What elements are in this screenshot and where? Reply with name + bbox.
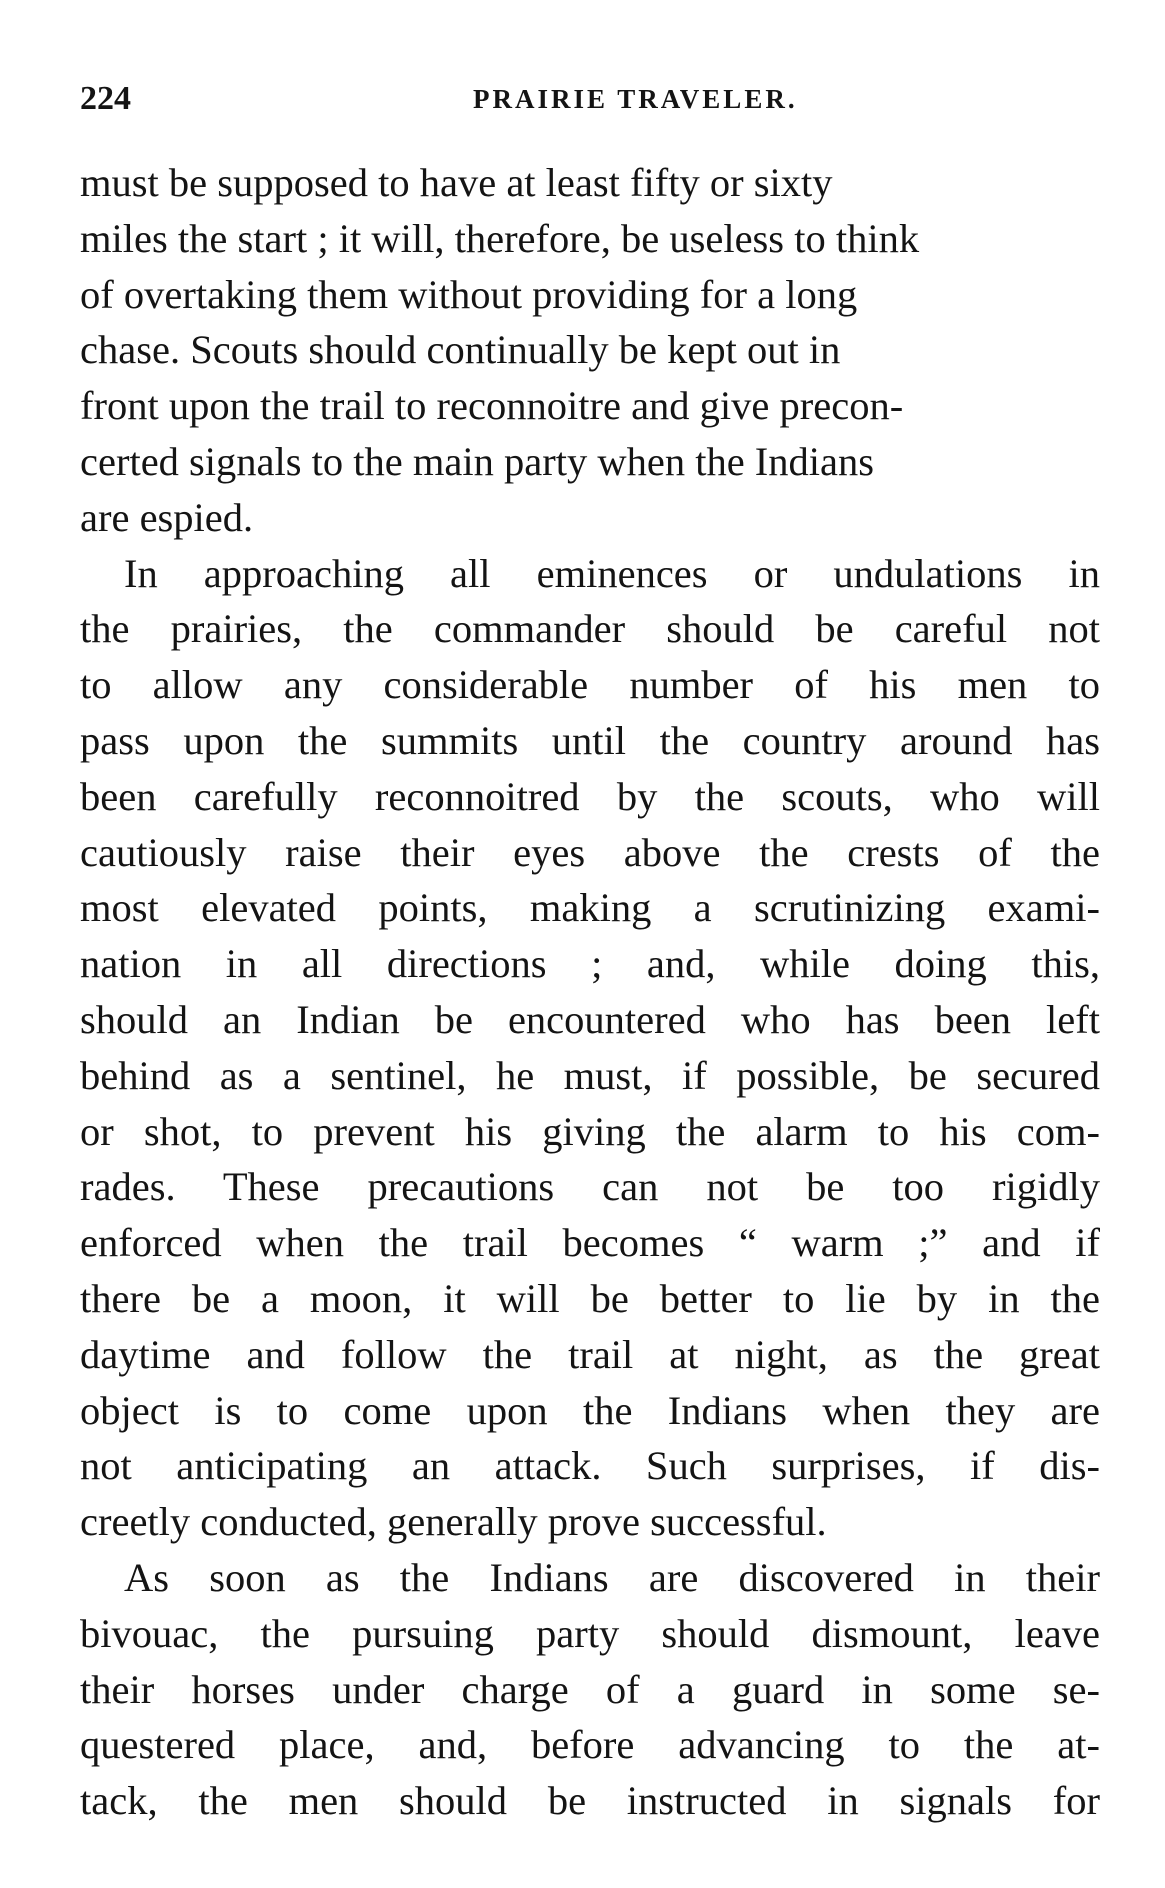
text-line: As soon as the Indians are discovered in their — [124, 1554, 1100, 1600]
paragraph-2 — [80, 546, 1100, 1550]
text-line: their horses under charge of a guard in some se- — [80, 1666, 1100, 1712]
text-line: must be supposed to have at least fifty or sixty — [80, 160, 833, 205]
text-line: In approaching all eminences or undulations in — [124, 550, 1100, 596]
text-line: are espied. — [80, 494, 254, 540]
paragraph-1 — [80, 155, 1100, 546]
text-line: creetly conducted, generally prove successful. — [80, 1499, 827, 1545]
text-line: bivouac, the pursuing party should dismount, leave — [80, 1610, 1100, 1656]
text-line: behind as a sentinel, he must, if possible, be secured — [80, 1052, 1100, 1098]
text-line: questered place, and, before advancing to the at- — [80, 1722, 1100, 1768]
text-line: should an Indian be encountered who has been left — [80, 996, 1100, 1042]
page-header — [80, 74, 1100, 124]
text-line: cautiously raise their eyes above the crests of the — [80, 829, 1100, 875]
body-text — [80, 155, 1100, 1829]
text-line: nation in all directions ; and, while doing this, — [80, 941, 1100, 987]
text-line: chase. Scouts should continually be kept out in — [80, 327, 841, 373]
text-line: front upon the trail to reconnoitre and give precon- — [80, 383, 904, 429]
text-line: the prairies, the commander should be careful not — [80, 606, 1100, 652]
page-number: 224 — [80, 80, 131, 117]
text-line: object is to come upon the Indians when they are — [80, 1387, 1100, 1433]
text-line: enforced when the trail becomes “ warm ;” and if — [80, 1220, 1100, 1266]
text-line: not anticipating an attack. Such surprises, if dis- — [80, 1443, 1100, 1489]
text-line: there be a moon, it will be better to lie by in the — [80, 1275, 1100, 1321]
text-line: most elevated points, making a scrutinizing exami- — [80, 885, 1100, 931]
running-title: PRAIRIE TRAVELER. — [473, 84, 798, 114]
text-line: miles the start ; it will, therefore, be useless to think — [80, 215, 920, 261]
text-line: been carefully reconnoitred by the scouts, who will — [80, 773, 1100, 819]
text-line: certed signals to the main party when the Indians — [80, 438, 875, 484]
text-line: tack, the men should be instructed in signals for — [80, 1778, 1100, 1824]
paragraph-3 — [80, 1550, 1100, 1829]
text-line: or shot, to prevent his giving the alarm to his com- — [80, 1108, 1100, 1154]
text-line: to allow any considerable number of his men to — [80, 662, 1100, 708]
text-line: daytime and follow the trail at night, as the great — [80, 1331, 1100, 1377]
text-line: pass upon the summits until the country around has — [80, 717, 1100, 763]
text-line: of overtaking them without providing for a long — [80, 271, 858, 317]
text-line: rades. These precautions can not be too rigidly — [80, 1164, 1100, 1210]
